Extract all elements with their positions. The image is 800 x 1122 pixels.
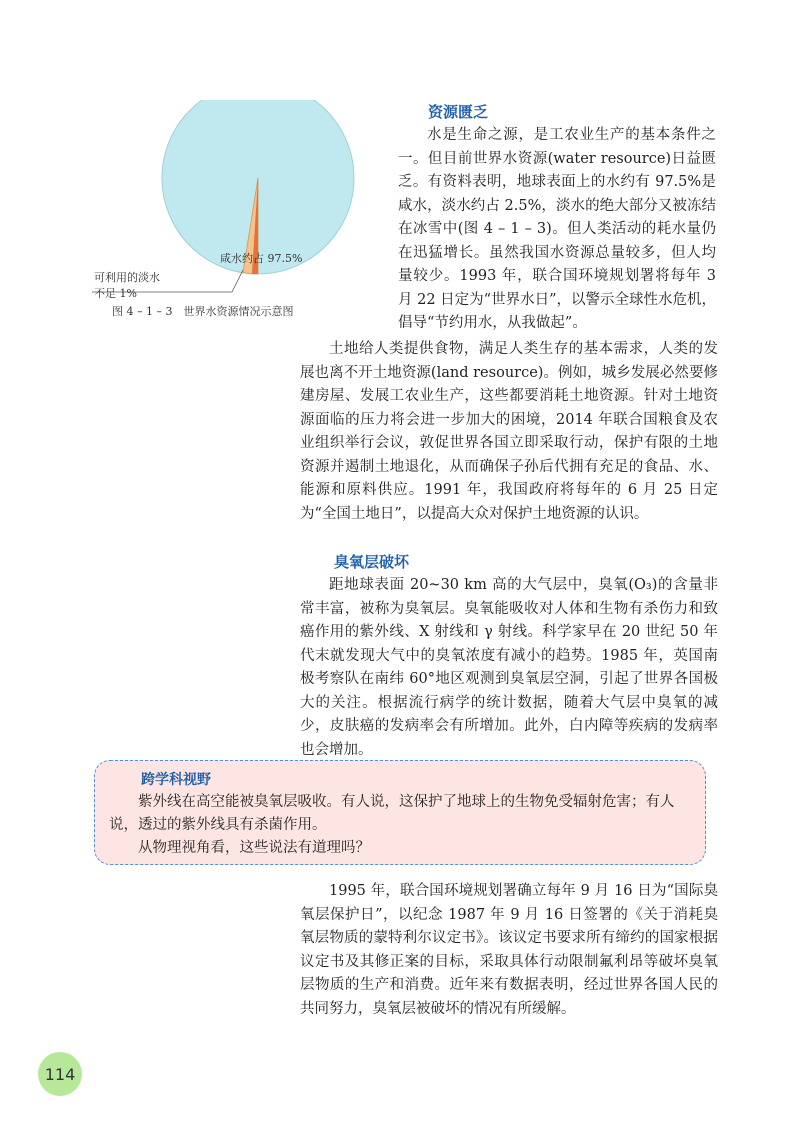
page-number: 114 <box>38 1052 82 1096</box>
sidebar-question: 从物理视角看，这些说法有道理吗？ <box>138 840 370 856</box>
freshwater-label: 可利用的淡水 <box>94 271 160 284</box>
saltwater-label: 咸水约占 97.5% <box>220 252 303 265</box>
paragraph-ozone: 距地球表面 20~30 km 高的大气层中，臭氧(O₃)的含量非常丰富，被称为臭氧层。臭氧能吸收对人体和生物有杀伤力和致癌作用的紫外线、X 射线和 γ 射线。科学家早在 20 世纪 50 年代末就发现大气中的臭氧浓度有减小的趋势。1985 年，英国南极考察队在南纬 60°地区观测到臭氧层空洞，引起了世界各国极大的关注。根据流行病学的统计数据，随着大气层中臭氧的减少，皮肤癌的发病率会有所增加。此外，白内障等疾病的发病率也会增加。 <box>300 577 718 758</box>
water-resource-figure <box>82 100 382 330</box>
section-heading-ozone: 臭氧层破坏 <box>334 553 410 571</box>
paragraph-land: 土地给人类提供食物，满足人类生存的基本需求，人类的发展也离不开土地资源(land resource)。例如，城乡发展必然要修建房屋、发展工农业生产，这些都要消耗土地资源。针对土地资源面临的压力将会进一步加大的困境，2014 年联合国粮食及农业组织举行会议，敦促世界各国立即采取行动，保护有限的土地资源并遏制土地退化，从而确保子孙后代拥有充足的食品、水、能源和原料供应。1991 年，我国政府将每年的 6 月 25 日定为“全国土地日”，以提高大众对保护土地资源的认识。 <box>300 341 718 522</box>
interdisciplinary-box <box>94 760 706 865</box>
freshwater-amount-label: 不足 1% <box>94 287 137 300</box>
paragraph-ozone-protection: 1995 年，联合国环境规划署确立每年 9 月 16 日为“国际臭氧层保护日”，以纪念 1987 年 9 月 16 日签署的《关于消耗臭氧层物质的蒙特利尔议定书》。该议定书要求所有缔约的国家根据议定书及其修正案的目标，采取具体行动限制氟利昂等破坏臭氧层物质的生产和消费。近年来有数据表明，经过世界各国人民的共同努力，臭氧层被破坏的情况有所缓解。 <box>300 883 718 1017</box>
section-heading-water: 资源匮乏 <box>428 103 489 121</box>
sidebar-title: 跨学科视野 <box>141 772 211 788</box>
paragraph-water: 水是生命之源，是工农业生产的基本条件之一。但目前世界水资源(water resource)日益匮乏。有资料表明，地球表面上的水约有 97.5%是咸水，淡水约占 2.5%，淡水的绝大部分又被冻结在冰雪中(图 4 – 1 – 3)。但人类活动的耗水量仍在迅猛增长。虽然我国水资源总量较多，但人均量较少。1993 年，联合国环境规划署将每年 3 月 22 日定为“世界水日”，以警示全球性水危机，倡导“节约用水，从我做起”。 <box>398 127 716 331</box>
freshwater-leader-line-tip <box>232 270 243 292</box>
sidebar-text: 紫外线在高空能被臭氧层吸收。有人说，这保护了地球上的生物免受辐射危害；有人说，透过的紫外线具有杀菌作用。 <box>109 794 675 833</box>
figure-caption: 图 4 – 1 – 3 世界水资源情况示意图 <box>112 305 294 318</box>
